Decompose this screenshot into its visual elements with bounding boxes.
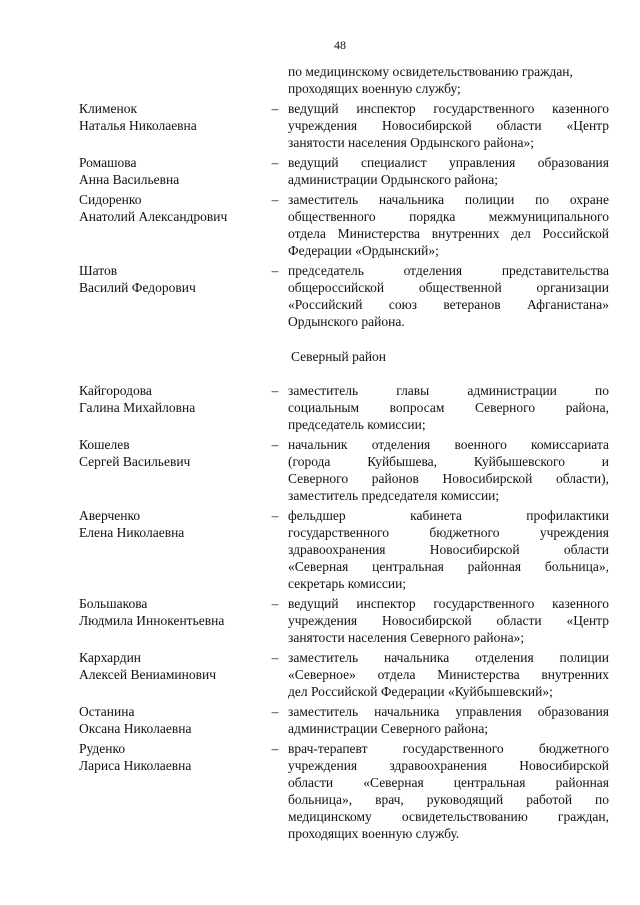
position-line: занятости населения Северного района»; (288, 630, 525, 645)
member-position (288, 191, 609, 259)
member-surname: Сидоренко (79, 192, 142, 207)
member-entry (79, 100, 609, 151)
position-line: «Северная центральная районная больница», (288, 559, 609, 574)
commission-list (79, 63, 609, 845)
member-position (288, 740, 609, 842)
position-line: государственного бюджетного учреждения (288, 525, 609, 540)
position-line: ведущий инспектор государственного казенного (288, 101, 609, 116)
member-name (79, 100, 262, 151)
position-line: Ордынского района. (288, 314, 405, 329)
position-line: заместитель начальника управления образования (288, 704, 609, 719)
severny-members (79, 382, 609, 842)
dash-separator: – (271, 192, 279, 207)
member-position (288, 382, 609, 433)
position-line: администрации Северного района; (288, 721, 489, 736)
position-line: учреждения здравоохранения Новосибирской (288, 758, 609, 773)
position-line: (города Куйбышева, Куйбышевского и (288, 454, 609, 469)
continuation-line: проходящих военную службу; (288, 81, 461, 96)
member-given-names: Сергей Васильевич (79, 454, 191, 469)
member-entry (79, 436, 609, 504)
member-given-names: Елена Николаевна (79, 525, 185, 540)
dash-separator: – (271, 263, 279, 278)
dash-separator: – (271, 596, 279, 611)
position-line: «Северное» отдела Министерства внутренних (288, 667, 609, 682)
dash-separator: – (271, 650, 279, 665)
member-given-names: Людмила Иннокентьевна (79, 613, 225, 628)
member-given-names: Анатолий Александрович (79, 209, 228, 224)
district-heading: Северный район (291, 349, 387, 364)
dash-separator: – (271, 383, 279, 398)
position-line: председатель отделения представительства (288, 263, 609, 278)
ordynsky-members (79, 100, 609, 330)
position-line: общероссийской общественной организации (288, 280, 609, 295)
member-surname: Руденко (79, 741, 126, 756)
member-position (288, 262, 609, 330)
member-position (288, 154, 609, 188)
dash-separator: – (271, 155, 279, 170)
member-entry (79, 154, 609, 188)
position-line: «Российский союз ветеранов Афганистана» (288, 297, 609, 312)
member-name (79, 436, 262, 504)
member-position (288, 649, 609, 700)
position-line: больница», врач, руководящий работой по (288, 792, 609, 807)
member-surname: Аверченко (79, 508, 141, 523)
member-position (288, 507, 609, 592)
member-entry (79, 595, 609, 646)
member-entry (79, 507, 609, 592)
member-given-names: Наталья Николаевна (79, 118, 197, 133)
position-line: ведущий инспектор государственного казенного (288, 596, 609, 611)
position-line: учреждения Новосибирской области «Центр (288, 118, 609, 133)
member-name (79, 507, 262, 592)
member-surname: Большакова (79, 596, 148, 611)
position-line: врач-терапевт государственного бюджетного (288, 741, 609, 756)
position-line: председатель комиссии; (288, 417, 426, 432)
dash-separator: – (271, 704, 279, 719)
member-surname: Останина (79, 704, 135, 719)
member-surname: Ромашова (79, 155, 137, 170)
position-line: секретарь комиссии; (288, 576, 407, 591)
position-line: фельдшер кабинета профилактики (288, 508, 609, 523)
dash-separator: – (271, 508, 279, 523)
dash-separator: – (271, 101, 279, 116)
member-entry (79, 382, 609, 433)
member-given-names: Василий Федорович (79, 280, 196, 295)
member-name (79, 649, 262, 700)
member-position (288, 703, 609, 737)
position-line: учреждения Новосибирской области «Центр (288, 613, 609, 628)
dash-separator: – (271, 437, 279, 452)
position-line: администрации Ордынского района; (288, 172, 499, 187)
position-line: начальник отделения военного комиссариата (288, 437, 609, 452)
member-entry (79, 649, 609, 700)
position-line: отдела Министерства внутренних дел Российской (288, 226, 609, 241)
member-entry (79, 703, 609, 737)
position-line: заместитель начальника отделения полиции (288, 650, 609, 665)
member-name (79, 262, 262, 330)
member-name (79, 154, 262, 188)
member-position (288, 595, 609, 646)
member-surname: Шатов (79, 263, 118, 278)
member-name (79, 382, 262, 433)
member-surname: Клименок (79, 101, 138, 116)
position-line: Федерации «Ордынский»; (288, 243, 439, 258)
member-given-names: Анна Васильевна (79, 172, 180, 187)
position-line: проходящих военную службу. (288, 826, 460, 841)
position-line: медицинскому освидетельствованию граждан, (288, 809, 609, 824)
member-surname: Кайгородова (79, 383, 152, 398)
member-given-names: Галина Михайловна (79, 400, 196, 415)
position-line: общественного порядка межмуниципального (288, 209, 609, 224)
member-entry (79, 740, 609, 842)
continuation-line: по медицинскому освидетельствованию граждан, (288, 64, 573, 79)
member-given-names: Оксана Николаевна (79, 721, 192, 736)
position-line: Северного районов Новосибирской области), (288, 471, 609, 486)
position-line: заместитель главы администрации по (288, 383, 609, 398)
page-number: 48 (334, 38, 346, 52)
member-surname: Кошелев (79, 437, 130, 452)
position-line: области «Северная центральная районная (288, 775, 609, 790)
position-line: дел Российской Федерации «Куйбышевский»; (288, 684, 553, 699)
member-given-names: Лариса Николаевна (79, 758, 192, 773)
position-line: ведущий специалист управления образования (288, 155, 609, 170)
member-given-names: Алексей Вениаминович (79, 667, 217, 682)
member-surname: Кархардин (79, 650, 142, 665)
continuation-text (79, 63, 609, 97)
member-position (288, 100, 609, 151)
position-line: занятости населения Ордынского района»; (288, 135, 535, 150)
position-line: заместитель начальника полиции по охране (288, 192, 609, 207)
position-line: здравоохранения Новосибирской области (288, 542, 609, 557)
dash-separator: – (271, 741, 279, 756)
member-name (79, 740, 262, 842)
member-position (288, 436, 609, 504)
position-line: социальным вопросам Северного района, (288, 400, 609, 415)
position-line: заместитель председателя комиссии; (288, 488, 500, 503)
member-name (79, 595, 262, 646)
member-entry (79, 191, 609, 259)
member-name (79, 191, 262, 259)
member-name (79, 703, 262, 737)
member-entry (79, 262, 609, 330)
